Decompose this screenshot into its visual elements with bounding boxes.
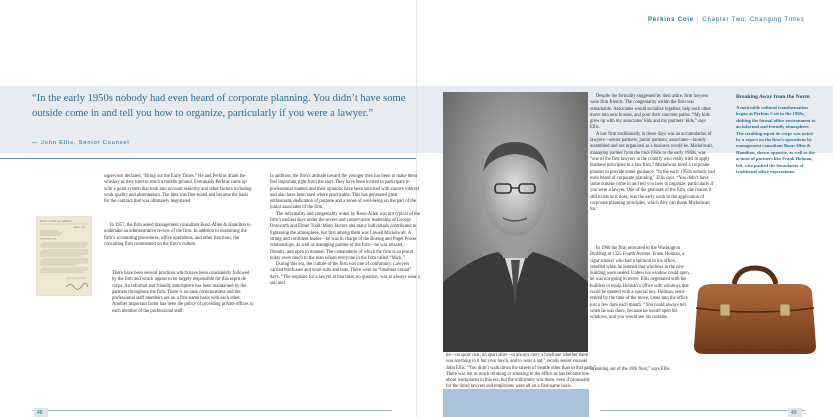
running-head-firm: Perkins Coie [648, 17, 694, 23]
pull-quote-attribution: — John Ellis, Senior Counsel [32, 140, 130, 146]
letter-salutation: Dear Mr. Mickelwait: [40, 238, 57, 241]
body-col-2-para: In addition, the firm’s attitude toward the younger men has been to make them feel important right from the start. They have been invited to participate in professional matters and their opinions have been solicited with sincere interest and also have been used where practicable. This has generated great enthusiasm, dedication of purpose and a sense of well-being on the part of the junior associates of the firm. [270, 174, 419, 211]
sidebar [736, 94, 816, 175]
sidebar-heading: Breaking Away from the Norm [736, 94, 810, 100]
pull-quote: “In the early 1950s nobody had even heard of corporate planning. You didn’t have some outside come in and tell you how to organize, particularly if you were a lawyer.” [32, 93, 406, 119]
right-page-tab [443, 389, 589, 417]
band-rule [0, 158, 416, 159]
booz-allen-letter-image [36, 216, 92, 296]
body-col-1b: In 1957, the firm asked management consultant Booz-Allen & Hamilton to undertake an administrative review of the firm. In addition to examining the firm’s accounting procedures, office operations, and other functions, the consulting firm commented on the firm’s culture. [104, 223, 251, 247]
footer-rule-left [32, 410, 392, 411]
running-head-separator: | [696, 17, 700, 23]
letter-date: March 1, 1957 [74, 227, 86, 229]
body-col-4-para: Despite the formality suggested by their attire, firm lawyers were firm friends. The congeniality within the firm was remarkable. Associates would socialize together, help each other move into new houses, and pour their concrete patios. “My kids grew up with my associates’ kids and my partners’ kids,” says Ellis. [590, 94, 711, 131]
body-col-5: streaming out of the 18th floor,” says Ellis. [590, 367, 671, 372]
briefcase-image [690, 262, 820, 360]
body-col-2 [270, 174, 420, 287]
body-col-3: tie—no sport coat, no sport shirt—to always carry a briefcase whether there was anything in it but your lunch, and to wear a hat,” recalls senior counsel John Ellis. “You didn’t walk down the streets of Seattle other than in that garb.” There was not as much drinking or smoking in the office as has become lore about workplaces in this era, but the uniformity was there, even if (unusually for the time) lawyers and employees were all on a first-name basis. [446, 353, 596, 390]
body-col-4-para: A law firm traditionally in those days was an accumulation of lawyers—senior partners, junior partners, associates—loosely assembled and not organized as a business would be. Mickelwait, managing partner from the mid-1950s to the early 1960s, was “one of the first lawyers in the country who really tried to apply business principles to a law firm,” Mickelwait hired a corporate planner to provide some guidance. “In the early 1950s nobody had even heard of corporate planning,” Ellis says. “You didn’t have some outside come in and tell you how to organize, particularly if you were a lawyer. One of the geniuses of the firm, one reason it still exists as it does, was the early work in the application of corporate planning principles, which they can thank Mickelwait for.” [590, 131, 715, 213]
body-col-2-para: During this era, the culture of the firm was one of conformity. Lawyers carried briefcases and wore suits and hats. There were no “business casual” days. “The requisite for a lawyer at that time, no question, was to always wear a suit and [270, 262, 420, 287]
body-col-2-para: The informality and congeniality noted by Booz-Allen was not typical of the firm’s earliest days under the severe and conservative leadership of George Donworth and Elmer Todd. Many factors and many individuals contributed to lightening the atmosphere, but first among them was Lowell Mickelwait. A strong and confident leader—he was in charge of the Boeing and Puget Power relationships, as well as managing partner of the firm—he was relaxed, friendly, and open in manner. The camaraderie of which the firm is so proud today owes much to the man whom everyone in the firm called “Mick.” [270, 211, 420, 261]
body-col-4 [590, 94, 715, 214]
page-number-right: 49 [791, 410, 797, 416]
page-number-left: 48 [37, 410, 43, 416]
body-col-1a: supervisor declared, “Bring out the Early Times.” He and Perkins drank the whiskey as they tried to reach a middle ground. Eventually Perkins came up with a point system that took into account seniority and other factors including work quality and absenteeism. The idea was fine-tuned and became the basis for the contract that was ultimately negotiated. [104, 174, 252, 205]
body-col-1c: There have been several practices which have been consistently followed by the firm and which appear to be largely responsible for this esprit de corps. An informal and friendly atmosphere has been maintained by the partners throughout the firm. There is no rank consciousness and the professional staff members are on a first-name basis with each other. Another important factor has been the policy of providing private offices to each member of the professional staff. [112, 271, 254, 314]
letter-header: BOOZ • ALLEN & HAMILTON [40, 220, 72, 223]
body-col-4b: In 1960 the firm relocated to the Washington Building at 1325 Fourth Avenue. Frank Holman, a cigar smoker who had a spittoon in his office, rebelled when he learned that windows in the new building were sealed. Unless his window could open, he was not going to move. Ellis negotiated with the builders to equip Holman’s office with windows that could be opened with a special key. Holman, semi-retired by the time of the move, came into the office just a few days each month. “You could always tell when he was there, because he would open his windows, and you would see his curtains [590, 246, 690, 321]
sidebar-caption: A noticeable cultural transformation began at Perkins Coie in the 1950s, shifting the formal office environment to an informal and friendly atmosphere. The resulting esprit de corps was noted by a report on the firm’s operations by management consultant Booz-Allen & Hamilton, shown opposite, as well as the actions of partners like Frank Holman, left, who pushed the boundaries of traditional office expectations. [736, 105, 816, 175]
footer-rule-right [600, 410, 805, 411]
portrait-photo [443, 92, 588, 352]
running-head-chapter: Chapter Two: Changing Times [702, 17, 805, 23]
running-head [648, 17, 805, 23]
